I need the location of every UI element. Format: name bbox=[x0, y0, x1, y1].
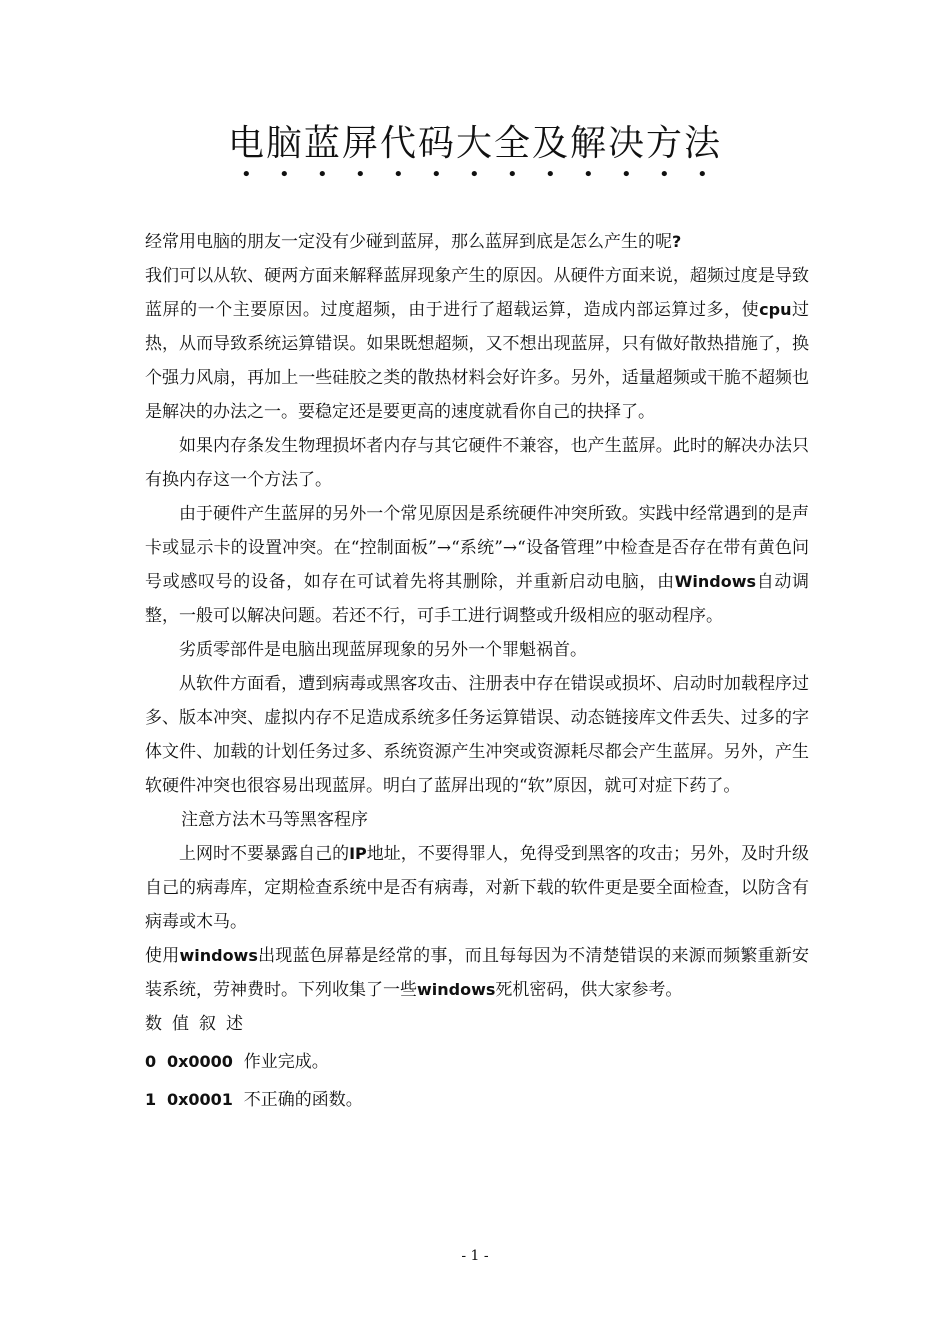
text-run: 上网时不要暴露自己的 bbox=[179, 844, 350, 864]
code-row bbox=[145, 1083, 809, 1117]
text-run: cpu bbox=[759, 300, 792, 319]
text-run: 地址，不要得罪人，免得受到黑客的攻击；另外，及时升级自己的病毒库，定期检查系统中是否有病毒，对新下载的软件更是要全面检查，以防含有病毒或木马。 bbox=[145, 844, 810, 932]
paragraph-parts: 劣质零部件是电脑出现蓝屏现象的另外一个罪魁祸首。 bbox=[179, 640, 587, 660]
paragraph-conflict bbox=[145, 497, 809, 633]
code-description: 作业完成。 bbox=[243, 1052, 329, 1072]
text-run: 使用 bbox=[145, 946, 180, 966]
code-hex: 0x0001 bbox=[166, 1090, 233, 1109]
text-run: windows bbox=[417, 980, 496, 999]
text-run: 我们可以从软、硬两方面来解释蓝屏现象产生的原因。从硬件方面来说，超频过度是导致蓝屏的一个主要原因。过度超频，由于进行了超载运算，造成内部运算过多，使 bbox=[145, 266, 809, 320]
text-run: IP bbox=[349, 844, 367, 863]
text-run: 过热，从而导致系统运算错误。如果既想超频，又不想出现蓝屏，只有做好散热措施了，换个强力风扇，再加上一些硅胶之类的散热材料会好许多。另外，适量超频或干脆不超频也是解决的办法之一。要稳定还是要更高的速度就看你自己的抉择了。 bbox=[145, 300, 809, 422]
text-run: 经常用电脑的朋友一定没有少碰到蓝屏，那么蓝屏到底是怎么产生的呢 bbox=[145, 232, 672, 252]
text-run: 由于硬件产生蓝屏的另外一个常见原因是系统硬件冲突所致。实践中经常遇到的是声卡或显示卡的设置冲突。在“控制面板”→“系统”→“设备管理”中检查是否存在带有黄色问号或感叹号的设备，如存在可试着先将其删除，并重新启动电脑，由 bbox=[145, 504, 809, 592]
paragraph-hardware bbox=[145, 259, 809, 429]
paragraph-windows bbox=[145, 939, 809, 1007]
code-hex: 0x0000 bbox=[166, 1052, 233, 1071]
paragraph-intro bbox=[145, 225, 809, 259]
page-number: - 1 - bbox=[461, 1248, 489, 1264]
code-number: 0 bbox=[145, 1052, 157, 1071]
paragraph-memory: 如果内存条发生物理损坏者内存与其它硬件不兼容，也产生蓝屏。此时的解决办法只有换内存这一个方法了。 bbox=[145, 436, 809, 490]
code-table-header: 数值叙述 bbox=[145, 1014, 253, 1034]
text-run: ? bbox=[672, 232, 682, 251]
document-title: 电脑蓝屏代码大全及解决方法 bbox=[227, 123, 722, 164]
code-row bbox=[145, 1045, 809, 1079]
code-number: 1 bbox=[145, 1090, 157, 1109]
paragraph-network bbox=[145, 837, 809, 939]
code-description: 不正确的函数。 bbox=[243, 1090, 363, 1110]
text-run: windows bbox=[179, 946, 258, 965]
text-run: 出现蓝色屏幕是经常的事，而且每每因为不清楚错误的来源而频繁重新安装系统，劳神费时。下列收集了一些 bbox=[145, 946, 810, 1000]
text-run: Windows bbox=[674, 572, 757, 591]
paragraph-trojan-heading: 注意方法木马等黑客程序 bbox=[181, 810, 368, 830]
paragraph-software: 从软件方面看，遭到病毒或黑客攻击、注册表中存在错误或损坏、启动时加载程序过多、版本冲突、虚拟内存不足造成系统多任务运算错误、动态链接库文件丢失、过多的字体文件、加载的计划任务过多、系统资源产生冲突或资源耗尽都会产生蓝屏。另外，产生软硬件冲突也很容易出现蓝屏。明白了蓝屏出现的“软”原因，就可对症下药了。 bbox=[145, 674, 809, 796]
text-run: 自动调整，一般可以解决问题。若还不行，可手工进行调整或升级相应的驱动程序。 bbox=[145, 572, 810, 626]
document-body bbox=[145, 225, 809, 1117]
text-run: 死机密码，供大家参考。 bbox=[495, 980, 683, 1000]
